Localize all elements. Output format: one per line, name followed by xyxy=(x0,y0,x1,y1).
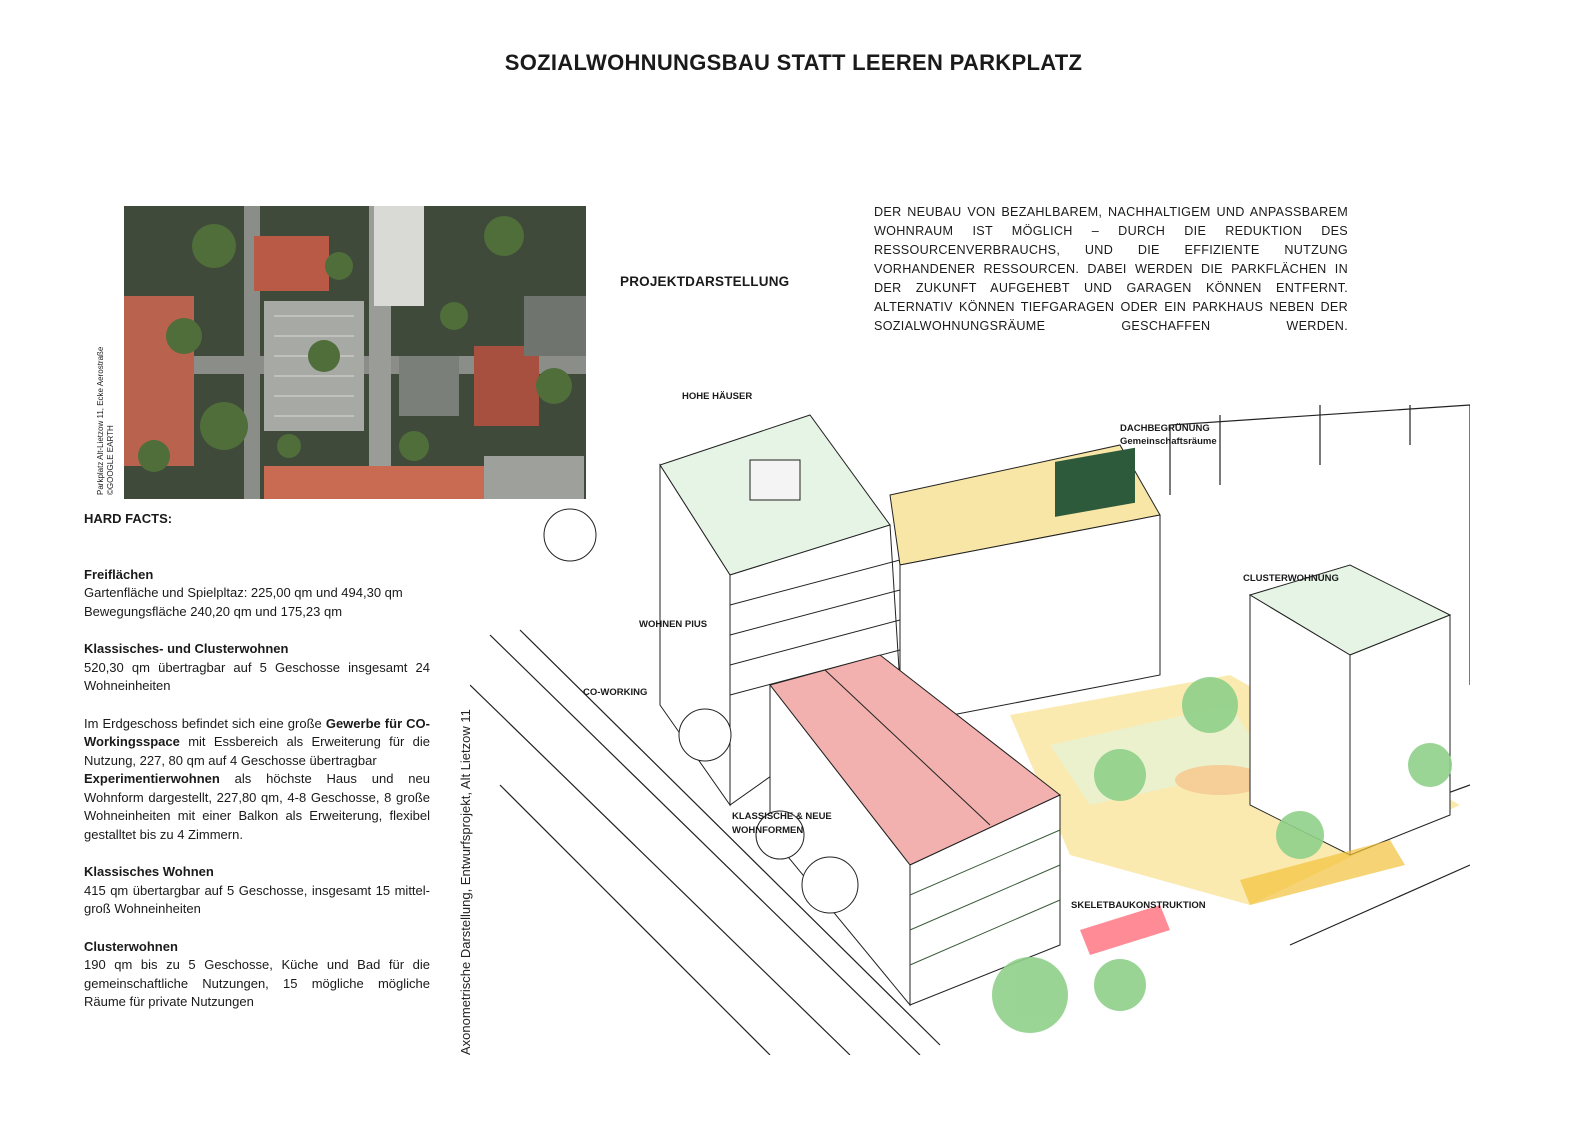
facts-text: mit Essbereich als Erweiterung für die Nutzung, 227, 80 qm auf 4 Geschosse übertragbar xyxy=(84,734,430,768)
axonometric-drawing xyxy=(470,385,1470,1055)
facts-text: Im Erdgeschoss befindet sich eine große xyxy=(84,715,326,731)
facts-text: 520,30 qm übertragbar auf 5 Geschosse insgesamt 24 Wohneinheiten xyxy=(84,659,430,693)
label-clusterwohnung: CLUSTERWOHNUNG xyxy=(1243,573,1339,584)
label-klassische: KLASSISCHE & NEUE xyxy=(732,811,832,822)
facts-experimentier xyxy=(84,770,430,844)
facts-cluster xyxy=(84,938,430,1012)
facts-heading: Freiflächen xyxy=(84,566,154,582)
facts-text: Bewegungsfläche 240,20 qm und 175,23 qm xyxy=(84,603,343,619)
facts-klassisch xyxy=(84,863,430,919)
photo-caption: Parkplatz Alt-Lietzow 11, Ecke Aerostraße ©GOOGLE EARTH xyxy=(96,346,115,495)
drawing-caption: Axonometrische Darstellung, Entwurfsprojekt, Alt Lietzow 11 xyxy=(458,709,473,1055)
facts-bold: Experimentierwohnen xyxy=(84,771,220,786)
facts-heading: Clusterwohnen xyxy=(84,938,178,954)
facts-text: 190 qm bis zu 5 Geschosse, Küche und Bad für die gemeinschaftliche Nutzungen, 15 mögliche mögliche Räume für private Nutzungen xyxy=(84,957,430,1009)
label-co-working: CO-WORKING xyxy=(583,687,648,698)
section-label-projektdarstellung: PROJEKTDARSTELLUNG xyxy=(620,274,790,289)
label-skelettbau: SKELETBAUKONSTRUKTION xyxy=(1071,900,1206,911)
facts-heading: Klassisches Wohnen xyxy=(84,864,214,879)
page-title: SOZIALWOHNUNGSBAU STATT LEEREN PARKPLATZ xyxy=(504,50,1083,75)
facts-heading: Klassisches- und Clusterwohnen xyxy=(84,641,289,656)
intro-paragraph: DER NEUBAU VON BEZAHLBAREM, NACHHALTIGEM UND ANPASSBAREM WOHNRAUM IST MÖGLICH – DURCH DIE REDUKTION DES RESSOURCENVERBRAUCHS, UND DIE EFFIZIENTE NUTZUNG VORHANDENER RESSOURCEN. DABEI WERDEN DIE PARKFLÄCHEN IN DER ZUKUNFT AUFGEHEBT UND GARAGEN KÖNNEN ENTFERNT. ALTERNATIV KÖNNEN TIEFGARAGEN ODER EIN PARKHAUS NEBEN DER SOZIALWOHNUNGSRÄUME GESCHAFFEN WERDEN. xyxy=(874,205,1348,333)
intro-text xyxy=(874,203,1348,336)
facts-freiflaechen xyxy=(84,566,430,622)
label-hohe-haeuser: HOHE HÄUSER xyxy=(682,391,753,402)
facts-erdgeschoss xyxy=(84,715,430,771)
facts-text: als höchste Haus und neu Wohnform dargestellt, 227,80 qm, 4-8 Geschosse, 8 große Wohneinheiten mit einer Balkon als Erweiterung, flexibel gestalltet bis zu 4 Zimmern. xyxy=(84,771,430,842)
hard-facts-heading: HARD FACTS: xyxy=(84,511,173,526)
label-gemeinschaftsraeume: Gemeinschaftsräume xyxy=(1120,436,1217,447)
label-dachbegruenung: DACHBEGRÜNUNG xyxy=(1120,423,1210,434)
hard-facts xyxy=(84,510,430,1031)
label-wohnen-plus: WOHNEN PlUS xyxy=(639,619,708,630)
label-wohnformen: WOHNFORMEN xyxy=(732,825,804,836)
facts-bold: Gewerbe für CO-Workingsspace xyxy=(84,715,431,749)
facts-text: Gartenfläche und Spielpltaz: 225,00 qm und 494,30 qm xyxy=(84,585,403,600)
facts-text: 415 qm übertargbar auf 5 Geschosse, insgesamt 15 mittel-groß Wohneinheiten xyxy=(84,882,430,916)
facts-klassisch-cluster xyxy=(84,640,430,696)
